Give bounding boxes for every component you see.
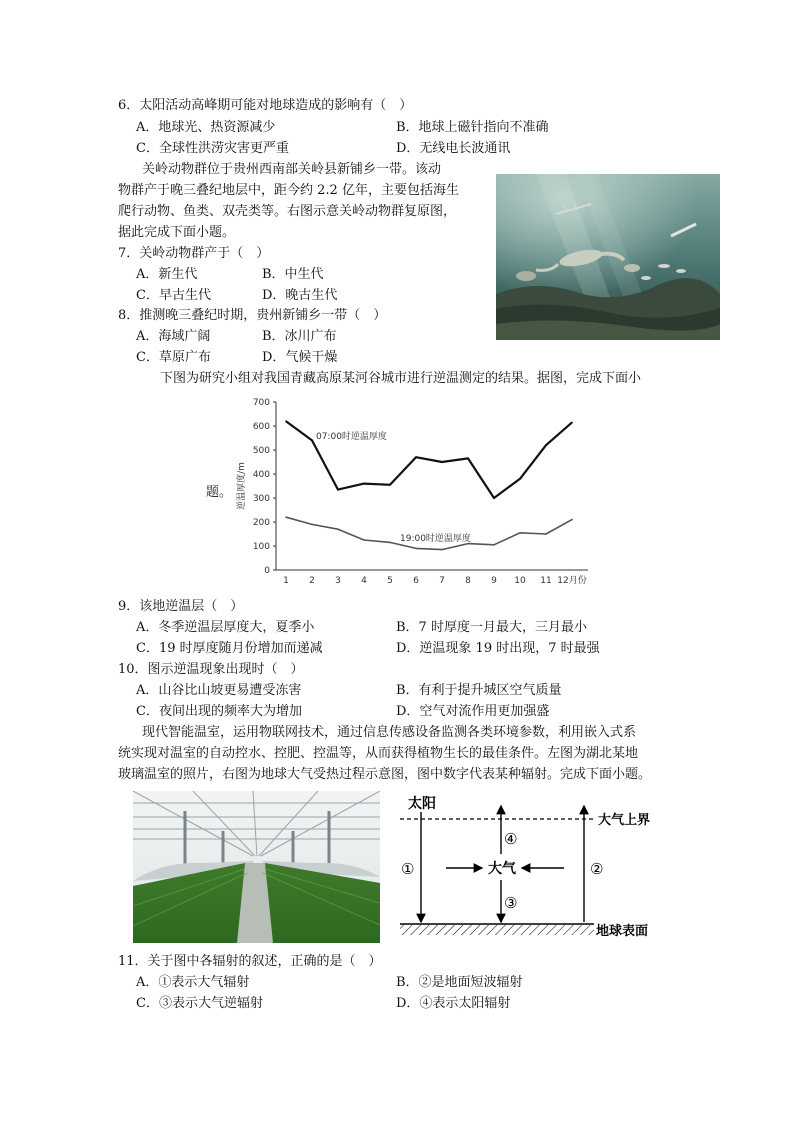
glass-greenhouse-photo — [133, 791, 380, 943]
guanling-intro-line: 物群产于晚三叠纪地层中，距今约 2.2 亿年，主要包括海生 — [118, 183, 459, 198]
inversion-intro-line-2: 题。 — [206, 485, 233, 500]
greenhouse-intro-line: 统实现对温室的自动控水、控肥、控温等，从而获得植物生长的最佳条件。左图为湖北某地 — [118, 746, 639, 761]
q10-option-c: C．夜间出现的频率大为增加 — [136, 704, 302, 719]
data-point — [389, 542, 391, 544]
guanling-fauna-reconstruction-image — [496, 174, 720, 340]
x-tick-label: 10 — [514, 576, 526, 586]
data-point — [519, 532, 521, 534]
x-tick-label: 2 — [309, 576, 315, 586]
data-point — [363, 539, 365, 541]
earth-surface-label: 地球表面 — [596, 924, 649, 939]
data-point — [363, 483, 365, 485]
q7-option-a: A．新生代 — [136, 267, 198, 282]
y-tick-label: 0 — [264, 566, 270, 576]
data-point — [441, 549, 443, 551]
x-tick-label: 7 — [439, 576, 445, 586]
inversion-thickness-chart — [228, 394, 594, 590]
data-point — [285, 420, 287, 422]
guanling-intro-line: 据此完成下面小题。 — [118, 225, 236, 240]
data-point — [415, 456, 417, 458]
data-point — [545, 444, 547, 446]
q10-stem: 10．图示逆温现象出现时（ ） — [118, 662, 304, 677]
series-label-1900: 19:00时逆温厚度 — [400, 534, 471, 544]
x-tick-label: 5 — [387, 576, 393, 586]
q8-option-c: C．草原广布 — [136, 350, 211, 365]
q11-option-c: C．③表示大气逆辐射 — [136, 996, 263, 1011]
radiation-1-label: ① — [401, 860, 415, 878]
y-axis-ticks — [253, 398, 276, 576]
x-tick-label: 8 — [465, 576, 471, 586]
x-tick-label: 6 — [413, 576, 419, 586]
q9-option-c: C．19 时厚度随月份增加而递减 — [136, 641, 323, 656]
x-tick-label: 4 — [361, 576, 367, 586]
y-tick-label: 600 — [252, 422, 270, 432]
data-point — [311, 440, 313, 442]
sun-label: 太阳 — [408, 796, 436, 812]
atmosphere-top-label: 大气上界 — [598, 813, 651, 828]
q7-stem: 7．关岭动物群产于（ ） — [118, 246, 270, 261]
q7-option-d: D．晚古生代 — [262, 288, 338, 303]
data-point — [493, 544, 495, 546]
greenhouse-intro-line: 现代智能温室，运用物联网技术，通过信息传感设备监测各类环境参数，利用嵌入式系 — [142, 725, 637, 740]
y-tick-label: 700 — [252, 398, 270, 408]
data-point — [415, 548, 417, 550]
data-point — [493, 497, 495, 499]
q11-option-b: B．②是地面短波辐射 — [396, 975, 523, 990]
q6-option-c: C．全球性洪涝灾害更严重 — [136, 141, 289, 156]
series-label-0700: 07:00时逆温厚度 — [316, 432, 387, 442]
data-point — [337, 528, 339, 530]
q7-option-b: B．中生代 — [262, 267, 324, 282]
data-point — [467, 458, 469, 460]
data-point — [545, 533, 547, 535]
y-tick-label: 400 — [252, 470, 270, 480]
greenhouse-intro-line: 玻璃温室的照片，右图为地球大气受热过程示意图，图中数字代表某种辐射。完成下面小题。 — [118, 767, 652, 782]
data-point — [389, 484, 391, 486]
data-point — [441, 461, 443, 463]
data-point — [571, 422, 573, 424]
x-tick-label: 3 — [335, 576, 341, 586]
guanling-intro-line: 爬行动物、鱼类、双壳类等。右图示意关岭动物群复原图， — [118, 204, 457, 219]
radiation-4-label: ④ — [504, 830, 518, 848]
q11-stem: 11．关于图中各辐射的叙述，正确的是（ ） — [118, 954, 382, 969]
radiation-3-label: ③ — [504, 894, 518, 912]
earth-surface-hatch — [400, 925, 594, 935]
q10-option-a: A．山谷比山坡更易遭受冻害 — [136, 683, 302, 698]
q9-option-d: D．逆温现象 19 时出现，7 时最强 — [396, 641, 600, 656]
radiation-2-label: ② — [590, 860, 604, 878]
q9-stem: 9．该地逆温层（ ） — [118, 599, 244, 614]
q10-option-b: B．有利于提升城区空气质量 — [396, 683, 562, 698]
x-tick-label: 9 — [491, 576, 497, 586]
q8-option-b: B．冰川广布 — [262, 329, 337, 344]
q7-option-c: C．早古生代 — [136, 288, 211, 303]
q11-option-a: A．①表示大气辐射 — [136, 975, 250, 990]
q6-option-a: A．地球光、热资源减少 — [136, 120, 276, 135]
chart-axes — [276, 402, 588, 570]
y-tick-label: 100 — [252, 542, 270, 552]
x-tick-label: 1 — [283, 576, 289, 586]
data-point — [571, 519, 573, 521]
atmosphere-label: 大气 — [488, 861, 516, 877]
atmospheric-heating-diagram — [396, 788, 676, 943]
y-axis-label: 逆温厚度/m — [237, 462, 247, 510]
x-tick-label: 11 — [540, 576, 552, 586]
data-point — [285, 516, 287, 518]
q9-option-b: B．7 时厚度一月最大，三月最小 — [396, 620, 587, 635]
q8-stem: 8．推测晚三叠纪时期，贵州新铺乡一带（ ） — [118, 308, 387, 323]
data-point — [311, 524, 313, 526]
data-point — [337, 489, 339, 491]
q8-option-a: A．海域广阔 — [136, 329, 211, 344]
q6-option-d: D．无线电长波通讯 — [396, 141, 511, 156]
inversion-intro-line: 下图为研究小组对我国青藏高原某河谷城市进行逆温测定的结果。据图，完成下面小 — [160, 371, 642, 386]
q6-stem: 6．太阳活动高峰期可能对地球造成的影响有（ ） — [118, 98, 413, 113]
data-point — [519, 478, 521, 480]
q6-option-b: B．地球上磁针指向不准确 — [396, 120, 549, 135]
guanling-intro-line: 关岭动物群位于贵州西南部关岭县新铺乡一带。该动 — [142, 162, 442, 177]
q9-option-a: A．冬季逆温层厚度大，夏季小 — [136, 620, 315, 635]
x-axis-ticks — [283, 574, 587, 586]
x-tick-label: 12月份 — [557, 576, 587, 586]
q10-option-d: D．空气对流作用更加强盛 — [396, 704, 550, 719]
q8-option-d: D．气候干燥 — [262, 350, 338, 365]
y-tick-label: 300 — [252, 494, 270, 504]
q11-option-d: D．④表示太阳辐射 — [396, 996, 511, 1011]
y-tick-label: 500 — [252, 446, 270, 456]
y-tick-label: 200 — [252, 518, 270, 528]
